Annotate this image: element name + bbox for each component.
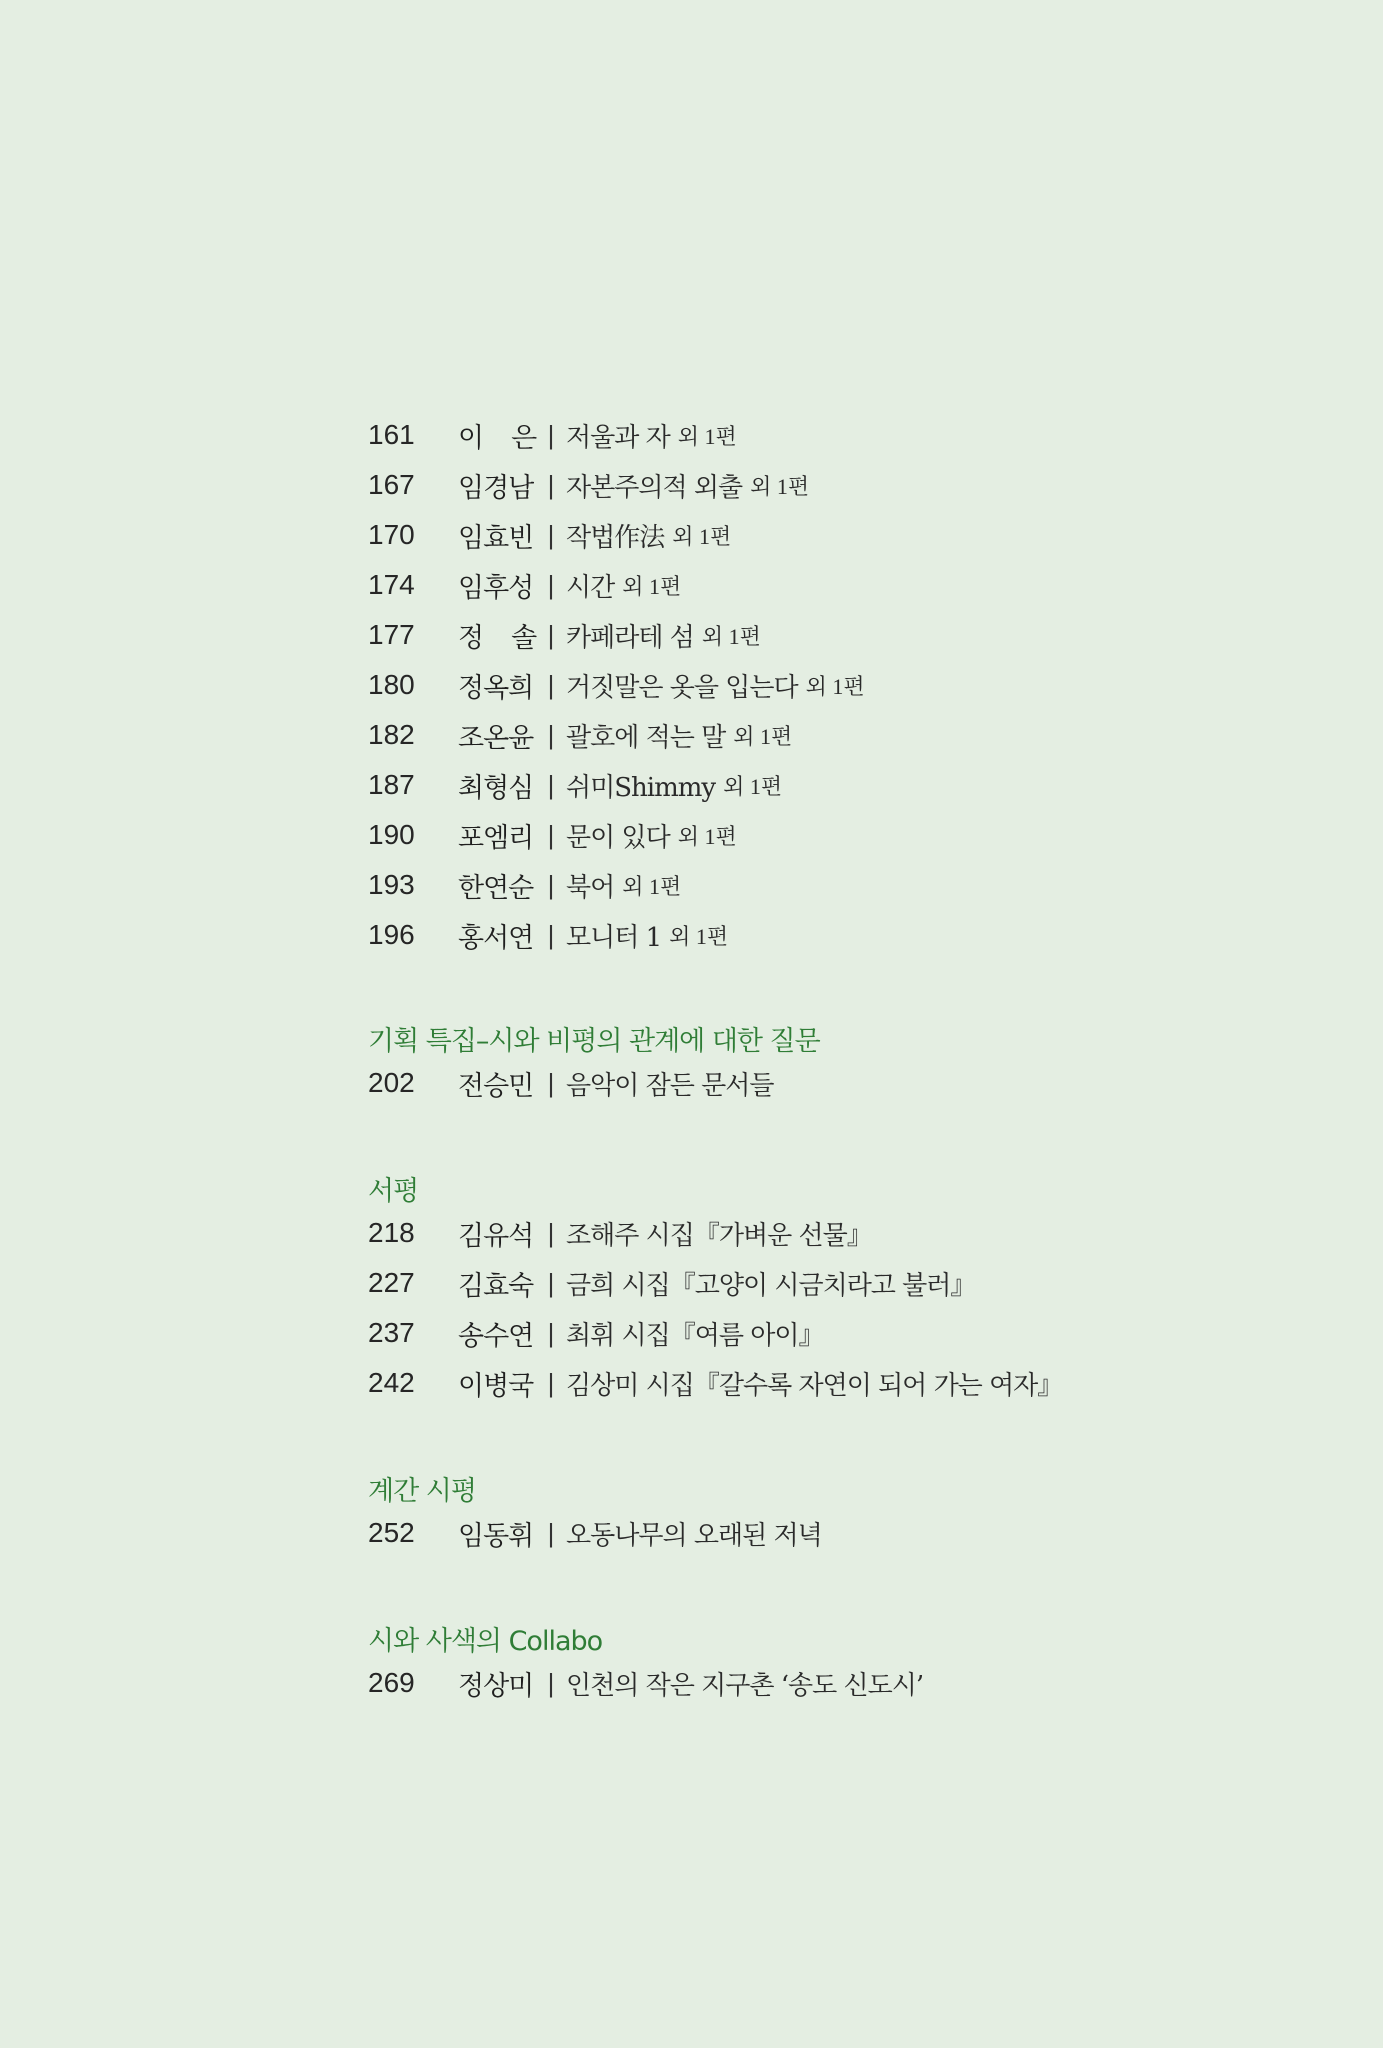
toc-entry[interactable] (368, 1308, 1328, 1358)
work-title: 거짓말은 옷을 입는다 (566, 672, 798, 703)
author-name: 정 솔 (458, 622, 538, 654)
table-of-contents (368, 410, 1328, 1708)
toc-entry[interactable] (368, 460, 1328, 510)
toc-entry[interactable] (368, 710, 1328, 760)
extra-note: 외 1편 (750, 473, 810, 499)
work-title: 오동나무의 오래된 저녁 (566, 1520, 822, 1551)
separator: | (547, 1667, 555, 1698)
author-name: 임경남 (458, 472, 534, 504)
separator: | (547, 769, 555, 800)
toc-entry[interactable] (368, 1658, 1328, 1708)
page-number: 182 (368, 719, 415, 750)
extra-note: 외 1편 (723, 773, 783, 799)
author-name: 한연순 (458, 872, 534, 904)
work-title: 최휘 시집『여름 아이』 (566, 1320, 824, 1351)
poems-list (368, 410, 1328, 960)
page-number: 174 (368, 569, 415, 600)
work-title: 인천의 작은 지구촌 ‘송도 신도시’ (566, 1670, 924, 1701)
toc-entry[interactable] (368, 1258, 1328, 1308)
toc-entry[interactable] (368, 1208, 1328, 1258)
page-number: 170 (368, 519, 415, 550)
author-name: 포엠리 (458, 822, 534, 854)
extra-note: 외 1편 (622, 573, 682, 599)
separator: | (547, 1367, 555, 1398)
author-name: 김유석 (458, 1220, 534, 1252)
work-title: 쉬미Shimmy (566, 772, 716, 803)
author-name: 임후성 (458, 572, 534, 604)
author-name: 최형심 (458, 772, 534, 804)
extra-note: 외 1편 (701, 623, 761, 649)
work-title: 문이 있다 (566, 822, 670, 853)
author-name: 이병국 (458, 1370, 534, 1402)
separator: | (547, 1067, 555, 1098)
author-name: 정상미 (458, 1670, 534, 1702)
work-title: 조해주 시집『가벼운 선물』 (566, 1220, 872, 1251)
work-title: 작법作法 (566, 522, 665, 553)
work-title: 괄호에 적는 말 (566, 722, 726, 753)
separator: | (547, 1517, 555, 1548)
toc-entry[interactable] (368, 1058, 1328, 1108)
toc-entry[interactable] (368, 610, 1328, 660)
author-name: 정옥희 (458, 672, 534, 704)
separator: | (547, 669, 555, 700)
author-name: 임동휘 (458, 1520, 534, 1552)
page-number: 242 (368, 1367, 415, 1398)
author-name: 임효빈 (458, 522, 534, 554)
toc-entry[interactable] (368, 1508, 1328, 1558)
extra-note: 외 1편 (677, 423, 737, 449)
separator: | (547, 719, 555, 750)
section-heading-quarterly: 계간 시평 (368, 1476, 476, 1507)
toc-entry[interactable] (368, 410, 1328, 460)
work-title: 저울과 자 (566, 422, 670, 453)
work-title: 금희 시집『고양이 시금치라고 불러』 (566, 1270, 976, 1301)
work-title: 모니터 1 (566, 922, 662, 953)
separator: | (547, 1267, 555, 1298)
separator: | (547, 919, 555, 950)
toc-entry[interactable] (368, 910, 1328, 960)
separator: | (547, 819, 555, 850)
extra-note: 외 1편 (677, 823, 737, 849)
separator: | (547, 469, 555, 500)
toc-entry[interactable] (368, 660, 1328, 710)
toc-entry[interactable] (368, 860, 1328, 910)
page-number: 227 (368, 1267, 415, 1298)
toc-entry[interactable] (368, 810, 1328, 860)
separator: | (547, 519, 555, 550)
author-name: 이 은 (458, 422, 538, 454)
separator: | (547, 569, 555, 600)
extra-note: 외 1편 (672, 523, 732, 549)
page-number: 252 (368, 1517, 415, 1548)
work-title: 자본주의적 외출 (566, 472, 743, 503)
author-name: 홍서연 (458, 922, 534, 954)
extra-note: 외 1편 (733, 723, 793, 749)
separator: | (547, 419, 555, 450)
separator: | (547, 1317, 555, 1348)
page-number: 180 (368, 669, 415, 700)
page-number: 202 (368, 1067, 415, 1098)
page-number: 218 (368, 1217, 415, 1248)
page-number: 177 (368, 619, 415, 650)
section-heading-special: 기획 특집–시와 비평의 관계에 대한 질문 (368, 1026, 820, 1057)
page-number: 187 (368, 769, 415, 800)
page-number: 237 (368, 1317, 415, 1348)
separator: | (547, 619, 555, 650)
toc-entry[interactable] (368, 510, 1328, 560)
author-name: 김효숙 (458, 1270, 534, 1302)
page-number: 196 (368, 919, 415, 950)
work-title: 북어 (566, 872, 615, 903)
toc-entry[interactable] (368, 1358, 1328, 1408)
toc-entry[interactable] (368, 560, 1328, 610)
work-title: 음악이 잠든 문서들 (566, 1070, 774, 1101)
author-name: 전승민 (458, 1070, 534, 1102)
toc-entry[interactable] (368, 760, 1328, 810)
work-title: 김상미 시집『갈수록 자연이 되어 가는 여자』 (566, 1370, 1063, 1401)
page-number: 167 (368, 469, 415, 500)
section-heading-collabo: 시와 사색의 Collabo (368, 1626, 603, 1657)
page-number: 190 (368, 819, 415, 850)
work-title: 시간 (566, 572, 615, 603)
extra-note: 외 1편 (805, 673, 865, 699)
section-heading-reviews: 서평 (368, 1176, 419, 1207)
author-name: 송수연 (458, 1320, 534, 1352)
author-name: 조온윤 (458, 722, 534, 754)
page-number: 193 (368, 869, 415, 900)
separator: | (547, 1217, 555, 1248)
extra-note: 외 1편 (622, 873, 682, 899)
work-title: 카페라테 섬 (566, 622, 694, 653)
page-number: 269 (368, 1667, 415, 1698)
page-number: 161 (368, 419, 415, 450)
separator: | (547, 869, 555, 900)
extra-note: 외 1편 (669, 923, 729, 949)
